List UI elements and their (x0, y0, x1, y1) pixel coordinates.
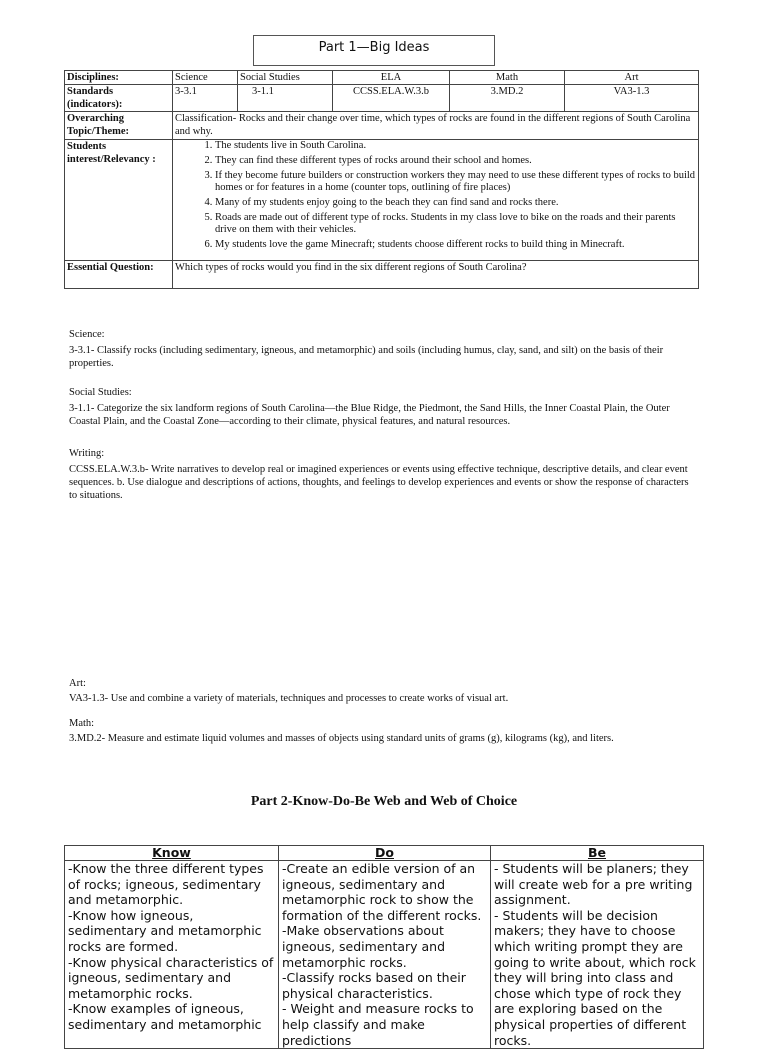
know-cell (65, 861, 279, 1049)
writing-heading: Writing: (69, 448, 105, 459)
disciplines-label: Disciplines: (65, 71, 173, 85)
know-item: -Know physical characteristics of igneous, sedimentary and metamorphic rocks. (68, 954, 274, 1001)
big-ideas-table (64, 70, 699, 289)
question-row (65, 261, 699, 289)
do-item: -Create an edible version of an igneous, sedimentary and metamorphic rock to show the formation of the different rocks. (282, 861, 482, 923)
interest-item: 4. Many of my students enjoy going to the beach they can find sand and rocks there. (215, 197, 696, 209)
page-title: Part 1—Big Ideas (253, 35, 495, 66)
know-header: Know (65, 846, 279, 861)
standard-art: VA3-1.3 (565, 85, 699, 112)
interest-item: 5. Roads are made out of different type of rocks. Students in my class love to bike on the roads and their parents drive on them with their vehicles. (215, 212, 696, 236)
question-text: Which types of rocks would you find in the six different regions of South Carolina? (173, 261, 699, 289)
standard-ela: CCSS.ELA.W.3.b (333, 85, 450, 112)
social-studies-standard: 3-1.1- Categorize the six landform regions of South Carolina—the Blue Ridge, the Piedmont, the Sand Hills, the Inner Coastal Plain, the Outer Coastal Plain, and the Coastal Zone—according to their climate, physical features, and natural resources. (69, 403, 670, 427)
standard-social-studies: 3-1.1 (238, 85, 333, 112)
writing-standard: CCSS.ELA.W.3.b- Write narratives to develop real or imagined experiences or events using effective technique, descriptive details, and clear event sequences. b. Use dialogue and descriptions of actions, thoughts, and feelings to develop experiences and events or show the response of characters to situations. (69, 464, 689, 501)
disciplines-row (65, 71, 699, 85)
topic-text: Classification- Rocks and their change over time, which types of rocks are found in the different regions of South Carolina and why. (173, 112, 699, 140)
do-cell (279, 861, 491, 1049)
standard-math: 3.MD.2 (450, 85, 565, 112)
be-header: Be (491, 846, 704, 861)
do-header: Do (279, 846, 491, 861)
interest-list (175, 140, 696, 251)
question-label: Essential Question: (65, 261, 173, 289)
standards-label: Standards (indicators): (65, 85, 173, 112)
header-row (65, 846, 704, 861)
science-standard: 3-3.1- Classify rocks (including sedimentary, igneous, and metamorphic) and soils (including humus, clay, sand, and silt) on the basis of their properties. (69, 345, 664, 369)
do-item: -Make observations about igneous, sedimentary and metamorphic rocks. (282, 923, 446, 970)
be-item: - Students will be planers; they will create web for a pre writing assignment. (494, 861, 693, 908)
know-item: -Know the three different types of rocks; igneous, sedimentary and metamorphic. (68, 861, 264, 908)
science-heading: Science: (69, 329, 105, 340)
topic-row (65, 112, 699, 140)
be-cell (491, 861, 704, 1049)
discipline-science: Science (173, 71, 238, 85)
interest-label: Students interest/Relevancy : (65, 140, 173, 261)
math-standard: 3.MD.2- Measure and estimate liquid volumes and masses of objects using standard units of grams (g), kilograms (kg), and liters. (69, 733, 614, 744)
be-item: - Students will be decision makers; they have to choose which writing prompt they are going to write about, which rock they will bring into class and chose which type of rock they are exploring based on the physical properties of different rocks. (494, 907, 696, 1048)
know-item: -Know examples of igneous, sedimentary and metamorphic (68, 1001, 262, 1032)
do-item: - Weight and measure rocks to help classify and make predictions (282, 1001, 474, 1048)
discipline-art: Art (565, 71, 699, 85)
math-heading: Math: (69, 718, 95, 729)
art-heading: Art: (69, 678, 86, 689)
art-standard: VA3-1.3- Use and combine a variety of materials, techniques and processes to create works of visual art. (69, 693, 509, 704)
do-item: -Classify rocks based on their physical characteristics. (282, 970, 466, 1001)
interest-item: 6. My students love the game Minecraft; students choose different rocks to build thing in Minecraft. (215, 239, 696, 251)
discipline-social-studies: Social Studies (238, 71, 333, 85)
social-studies-heading: Social Studies: (69, 387, 132, 398)
discipline-math: Math (450, 71, 565, 85)
interest-item: 2. They can find these different types of rocks around their school and homes. (215, 155, 696, 167)
discipline-ela: ELA (333, 71, 450, 85)
standards-row (65, 85, 699, 112)
know-item: -Know how igneous, sedimentary and metamorphic rocks are formed. (68, 907, 262, 954)
content-row (65, 861, 704, 1049)
interest-item: 1. The students live in South Carolina. (215, 140, 696, 152)
know-do-be-table (64, 845, 704, 1049)
interest-row (65, 140, 699, 261)
standard-science: 3-3.1 (173, 85, 238, 112)
topic-label: Overarching Topic/Theme: (65, 112, 173, 140)
part2-title: Part 2-Know-Do-Be Web and Web of Choice (250, 794, 518, 809)
interest-item: 3. If they become future builders or construction workers they may need to use these different types of rocks to build homes or for features in a home (counter tops, outlining of fire places) (215, 170, 696, 194)
